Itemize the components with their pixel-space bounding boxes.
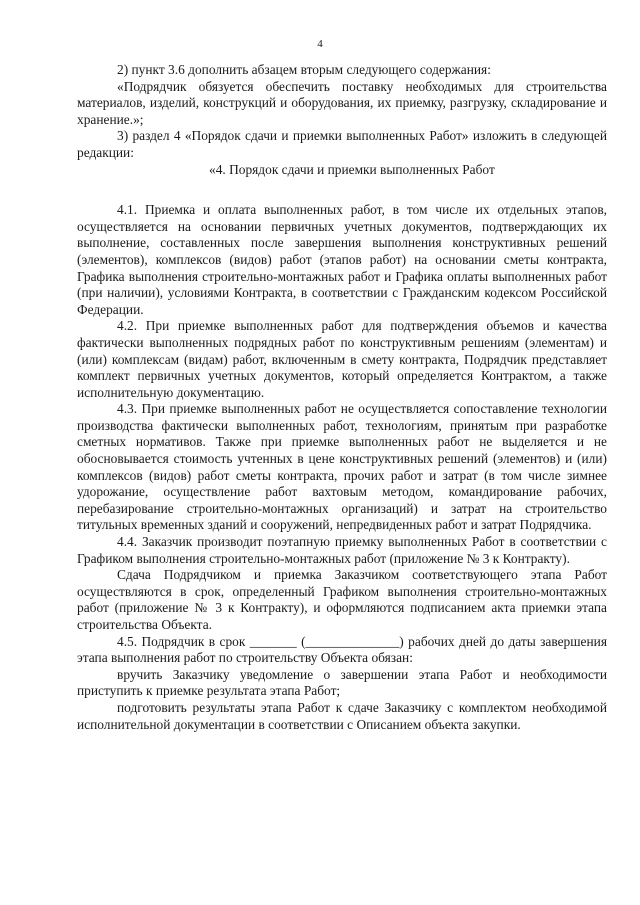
- paragraph-4-1: 4.1. Приемка и оплата выполненных работ, в том числе их отдельных этапов, осуществляется на основании первичных учетных документов, подтверждающих их выполнение, составленных после завершения выполнения конструктивных решений (элементов), комплексов (видов) работ (этапов работ) на основании сметы контракта, Графика выполнения строительно-монтажных работ и Графика оплаты выполненных работ (при наличии), условиями Контракта, в соответствии с Гражданским кодексом Российской Федерации.: [77, 202, 607, 317]
- paragraph-contractor-supply: «Подрядчик обязуется обеспечить поставку необходимых для строительства материалов, изделий, конструкций и оборудования, их приемку, разгрузку, складирование и хранение.»;: [77, 78, 607, 127]
- paragraph-4-5: 4.5. Подрядчик в срок _______ (______________) рабочих дней до даты завершения этапа выполнения работ по строительству Объекта обязан:: [77, 633, 607, 666]
- paragraph-4-4-handover: Сдача Подрядчиком и приемка Заказчиком соответствующего этапа Работ осуществляются в срок, определенный Графиком выполнения строительно-монтажных работ (приложение № 3 к Контракту), и оформляются подписанием акта приемки этапа строительства Объекта.: [77, 567, 607, 632]
- paragraph-4-3: 4.3. При приемке выполненных работ не осуществляется сопоставление технологии производства фактически выполненных работ, технологиям, принятым при разработке сметных нормативов. Также при приемке выполненных работ не выделяется и не обосновывается стоимость учтенных в цене конструктивных решений (элементов) и (или) комплексов (видов) работ сметы контракта, прочих работ и затрат (в том числе зимнее удорожание, осуществление работ вахтовым методом, командирование рабочих, перебазирование строительно-монтажных организаций) и затрат на строительство титульных временных зданий и сооружений, непредвиденных работ и затрат Подрядчика.: [77, 401, 607, 533]
- document-body: [77, 62, 607, 733]
- spacer: [77, 178, 607, 202]
- paragraph-4-4: 4.4. Заказчик производит поэтапную приемку выполненных Работ в соответствии с Графиком выполнения строительно-монтажных работ (приложение № 3 к Контракту).: [77, 534, 607, 566]
- paragraph-4-5-prepare: подготовить результаты этапа Работ к сдаче Заказчику с комплектом необходимой исполнительной документации в соответствии с Описанием объекта закупки.: [77, 699, 607, 732]
- paragraph-4-2: 4.2. При приемке выполненных работ для подтверждения объемов и качества фактически выполненных подрядных работ по конструктивным решениям (элементам) и (или) комплексам (видам) работ, включенным в смету контракта, Подрядчик представляет комплект первичных учетных документов, который определяется Контрактом, а также исполнительную документацию.: [77, 318, 607, 400]
- section-heading: «4. Порядок сдачи и приемки выполненных Работ: [209, 161, 495, 177]
- paragraph-section-4-replace: 3) раздел 4 «Порядок сдачи и приемки выполненных Работ» изложить в следующей редакции:: [77, 128, 607, 160]
- page-number: 4: [317, 38, 323, 50]
- paragraph-4-5-notify: вручить Заказчику уведомление о завершении этапа Работ и необходимости приступить к приемке результата этапа Работ;: [77, 666, 607, 699]
- paragraph-amend-3-6: 2) пункт 3.6 дополнить абзацем вторым следующего содержания:: [117, 62, 491, 77]
